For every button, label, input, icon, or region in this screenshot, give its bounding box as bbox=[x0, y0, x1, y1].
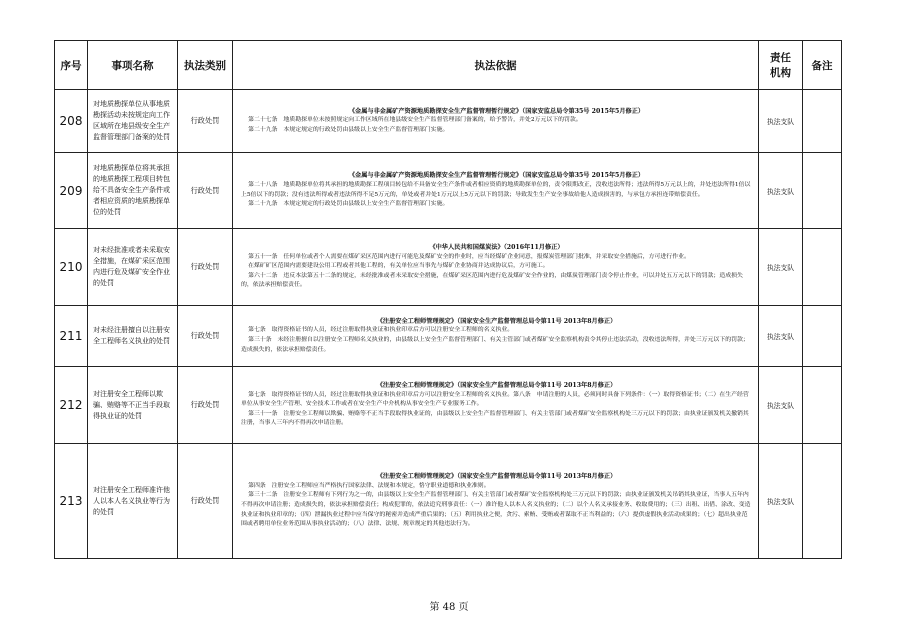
header-name: 事项名称 bbox=[88, 41, 178, 90]
law-article: 第二十九条 本规定规定的行政处罚由县级以上安全生产监督管理部门实施。 bbox=[248, 201, 449, 208]
row-number: 209 bbox=[55, 153, 88, 229]
law-title: 《中华人民共和国煤炭法》（2016年11月修正） bbox=[429, 244, 564, 252]
table-body bbox=[55, 90, 842, 559]
law-article: 在煤矿矿区范围内需要建设公用工程或者其他工程的，有关单位应当事先与煤矿企业协商并达成协议后，方可施工。 bbox=[248, 263, 549, 270]
remarks bbox=[803, 444, 842, 559]
law-title: 《金属与非金属矿产资源地质勘探安全生产监督管理暂行规定》（国家安监总局令第35号 2015年5月修正） bbox=[348, 107, 645, 115]
legal-basis bbox=[233, 367, 759, 444]
legal-basis bbox=[233, 306, 759, 367]
law-article: 第六十二条 违反本法第五十二条的规定，未经批准或者未采取安全措施，在煤矿采区范围内进行危及煤矿安全作业的，由煤炭管理部门责令停止作业，可以并处五万元以下的罚款；造成损失的，依法承担赔偿责任。 bbox=[241, 272, 743, 289]
law-article: 第四条 注册安全工程师应当严格执行国家法律、法规和本规定，恪守职业道德和执业准则。 bbox=[248, 482, 490, 489]
table-row bbox=[55, 153, 842, 229]
header-unit-line2: 机构 bbox=[770, 67, 791, 79]
item-name: 对注册安全工程师准许他人以本人名义执业等行为的处罚 bbox=[88, 444, 178, 559]
responsible-unit: 执法支队 bbox=[759, 90, 803, 153]
remarks bbox=[803, 153, 842, 229]
row-number: 212 bbox=[55, 367, 88, 444]
law-article: 第二十九条 本规定规定的行政处罚由县级以上安全生产监督管理部门实施。 bbox=[248, 126, 449, 133]
responsible-unit: 执法支队 bbox=[759, 444, 803, 559]
responsible-unit: 执法支队 bbox=[759, 306, 803, 367]
row-number: 211 bbox=[55, 306, 88, 367]
item-name: 对注册安全工程师以欺骗、贿赂等不正当手段取得执业证的处罚 bbox=[88, 367, 178, 444]
remarks bbox=[803, 90, 842, 153]
row-number: 208 bbox=[55, 90, 88, 153]
item-name: 对未经批准或者未采取安全措施，在煤矿采区范围内进行危及煤矿安全作业的处罚 bbox=[88, 229, 178, 306]
enforcement-category: 行政处罚 bbox=[178, 90, 233, 153]
law-article: 第五十一条 任何单位或者个人需要在煤矿采区范围内进行可能危及煤矿安全的作业时，应当经煤矿企业同意，报煤炭管理部门批准，并采取安全措施后，方可进行作业。 bbox=[248, 253, 690, 260]
enforcement-category: 行政处罚 bbox=[178, 367, 233, 444]
responsible-unit: 执法支队 bbox=[759, 153, 803, 229]
law-article: 第七条 取得资格证书的人员，经过注册取得执业证和执业印章后方可以注册安全工程师的名义执业。 bbox=[248, 327, 514, 334]
legal-basis bbox=[233, 229, 759, 306]
enforcement-table bbox=[54, 40, 842, 559]
enforcement-category: 行政处罚 bbox=[178, 229, 233, 306]
item-name: 对未经注册擅自以注册安全工程师名义执业的处罚 bbox=[88, 306, 178, 367]
table-row bbox=[55, 90, 842, 153]
header-category: 执法类别 bbox=[178, 41, 233, 90]
responsible-unit: 执法支队 bbox=[759, 367, 803, 444]
table-header-row bbox=[55, 41, 842, 90]
law-article: 第三十一条 注册安全工程师以欺骗、贿赂等不正当手段取得执业证的，由县级以上安全生产监督管理部门、有关主管部门或者煤矿安全监察机构处三万元以下的罚款；由执业证颁发机关撤销其注册，当事人三年内不得再次申请注册。 bbox=[241, 410, 749, 427]
table-row bbox=[55, 229, 842, 306]
responsible-unit: 执法支队 bbox=[759, 229, 803, 306]
remarks bbox=[803, 229, 842, 306]
header-basis: 执法依据 bbox=[233, 41, 759, 90]
row-number: 213 bbox=[55, 444, 88, 559]
enforcement-category: 行政处罚 bbox=[178, 306, 233, 367]
table-row bbox=[55, 444, 842, 559]
page-footer: 第 48 页 bbox=[429, 602, 469, 613]
header-note: 备注 bbox=[803, 41, 842, 90]
enforcement-table-sheet bbox=[54, 40, 842, 559]
row-number: 210 bbox=[55, 229, 88, 306]
legal-basis bbox=[233, 153, 759, 229]
law-article: 第三十条 未经注册擅自以注册安全工程师名义执业的，由县级以上安全生产监督管理部门、有关主管部门或者煤矿安全监察机构责令其停止违法活动，没收违法所得，并处三万元以下的罚款；造成损失的，依法承担赔偿责任。 bbox=[241, 337, 749, 353]
remarks bbox=[803, 367, 842, 444]
law-article: 第二十七条 地质勘探单位未按照规定向工作区域所在地县级安全生产监督管理部门备案的，给予警告，并处2万元以下的罚款。 bbox=[248, 117, 582, 124]
enforcement-category: 行政处罚 bbox=[178, 444, 233, 559]
remarks bbox=[803, 306, 842, 367]
law-title: 《注册安全工程师管理规定》（国家安全生产监督管理总局令第11号 2013年8月修正） bbox=[376, 317, 617, 325]
legal-basis bbox=[233, 444, 759, 559]
law-title: 《金属与非金属矿产资源地质勘探安全生产监督管理暂行规定》（国家安监总局令第35号 2015年5月修正） bbox=[348, 172, 645, 180]
item-name: 对地质勘探单位将其承担的地质勘探工程项目转包给不具备安全生产条件或者相应资质的地质勘探单位的处罚 bbox=[88, 153, 178, 229]
law-article: 第二十八条 地质勘探单位将其承担的地质勘探工程项目转包给不具备安全生产条件或者相应资质的地质勘探单位的，责令限期改正，没收违法所得；违法所得5万元以上的，并处违法所得1倍以上5倍以下的罚款；没有违法所得或者违法所得不足5万元的，单处或者并处1万元以上5万元以下的罚款；导致发生生产安全事故给他人造成损害的，与承包方承担连带赔偿责任。 bbox=[241, 181, 751, 198]
law-article: 第七条 取得资格证书的人员，经过注册取得执业证和执业印章后方可以注册安全工程师的名义执业。第八条 申请注册的人员，必须同时具备下列条件：（一）取得资格证书；（二）在生产经营单位从事安全生产管理、安全技术工作或者在安全生产中介机构从事安全生产专业服务工作。 bbox=[241, 391, 749, 408]
table-row bbox=[55, 367, 842, 444]
table-row bbox=[55, 306, 842, 367]
legal-basis bbox=[233, 90, 759, 153]
law-title: 《注册安全工程师管理规定》（国家安全生产监督管理总局令第11号 2013年8月修正） bbox=[376, 382, 617, 390]
header-unit bbox=[759, 41, 803, 90]
law-title: 《注册安全工程师管理规定》（国家安全生产监督管理总局令第11号 2013年8月修正） bbox=[376, 473, 617, 481]
header-unit-line1: 责任 bbox=[770, 52, 791, 64]
header-seq: 序号 bbox=[55, 41, 88, 90]
law-article: 第三十二条 注册安全工程师有下列行为之一的，由县级以上安全生产监督管理部门、有关主管部门或者煤矿安全监察机构处三万元以下的罚款；由执业证颁发机关吊销其执业证，当事人五年内不得再次申请注册；造成损失的，依法承担赔偿责任；构成犯罪的，依法追究刑事责任：（一）准许他人以本人名义执业的；（二）以个人名义承接业务、收取费用的；（三）出租、出借、涂改、变造执业证和执业印章的；（四）泄漏执业过程中应当保守的秘密并造成严重后果的；（五）利用执业之便，贪污、索贿、受贿或者谋取不正当利益的；（六）提供虚假执业活动成果的；（七）超出执业范围或者聘用单位业务范围从事执业活动的；（八）法律、法规、规章规定的其他违法行为。 bbox=[241, 492, 751, 528]
item-name: 对地质勘探单位从事地质勘探活动未按规定向工作区域所在地县级安全生产监督管理部门备案的处罚 bbox=[88, 90, 178, 153]
enforcement-category: 行政处罚 bbox=[178, 153, 233, 229]
